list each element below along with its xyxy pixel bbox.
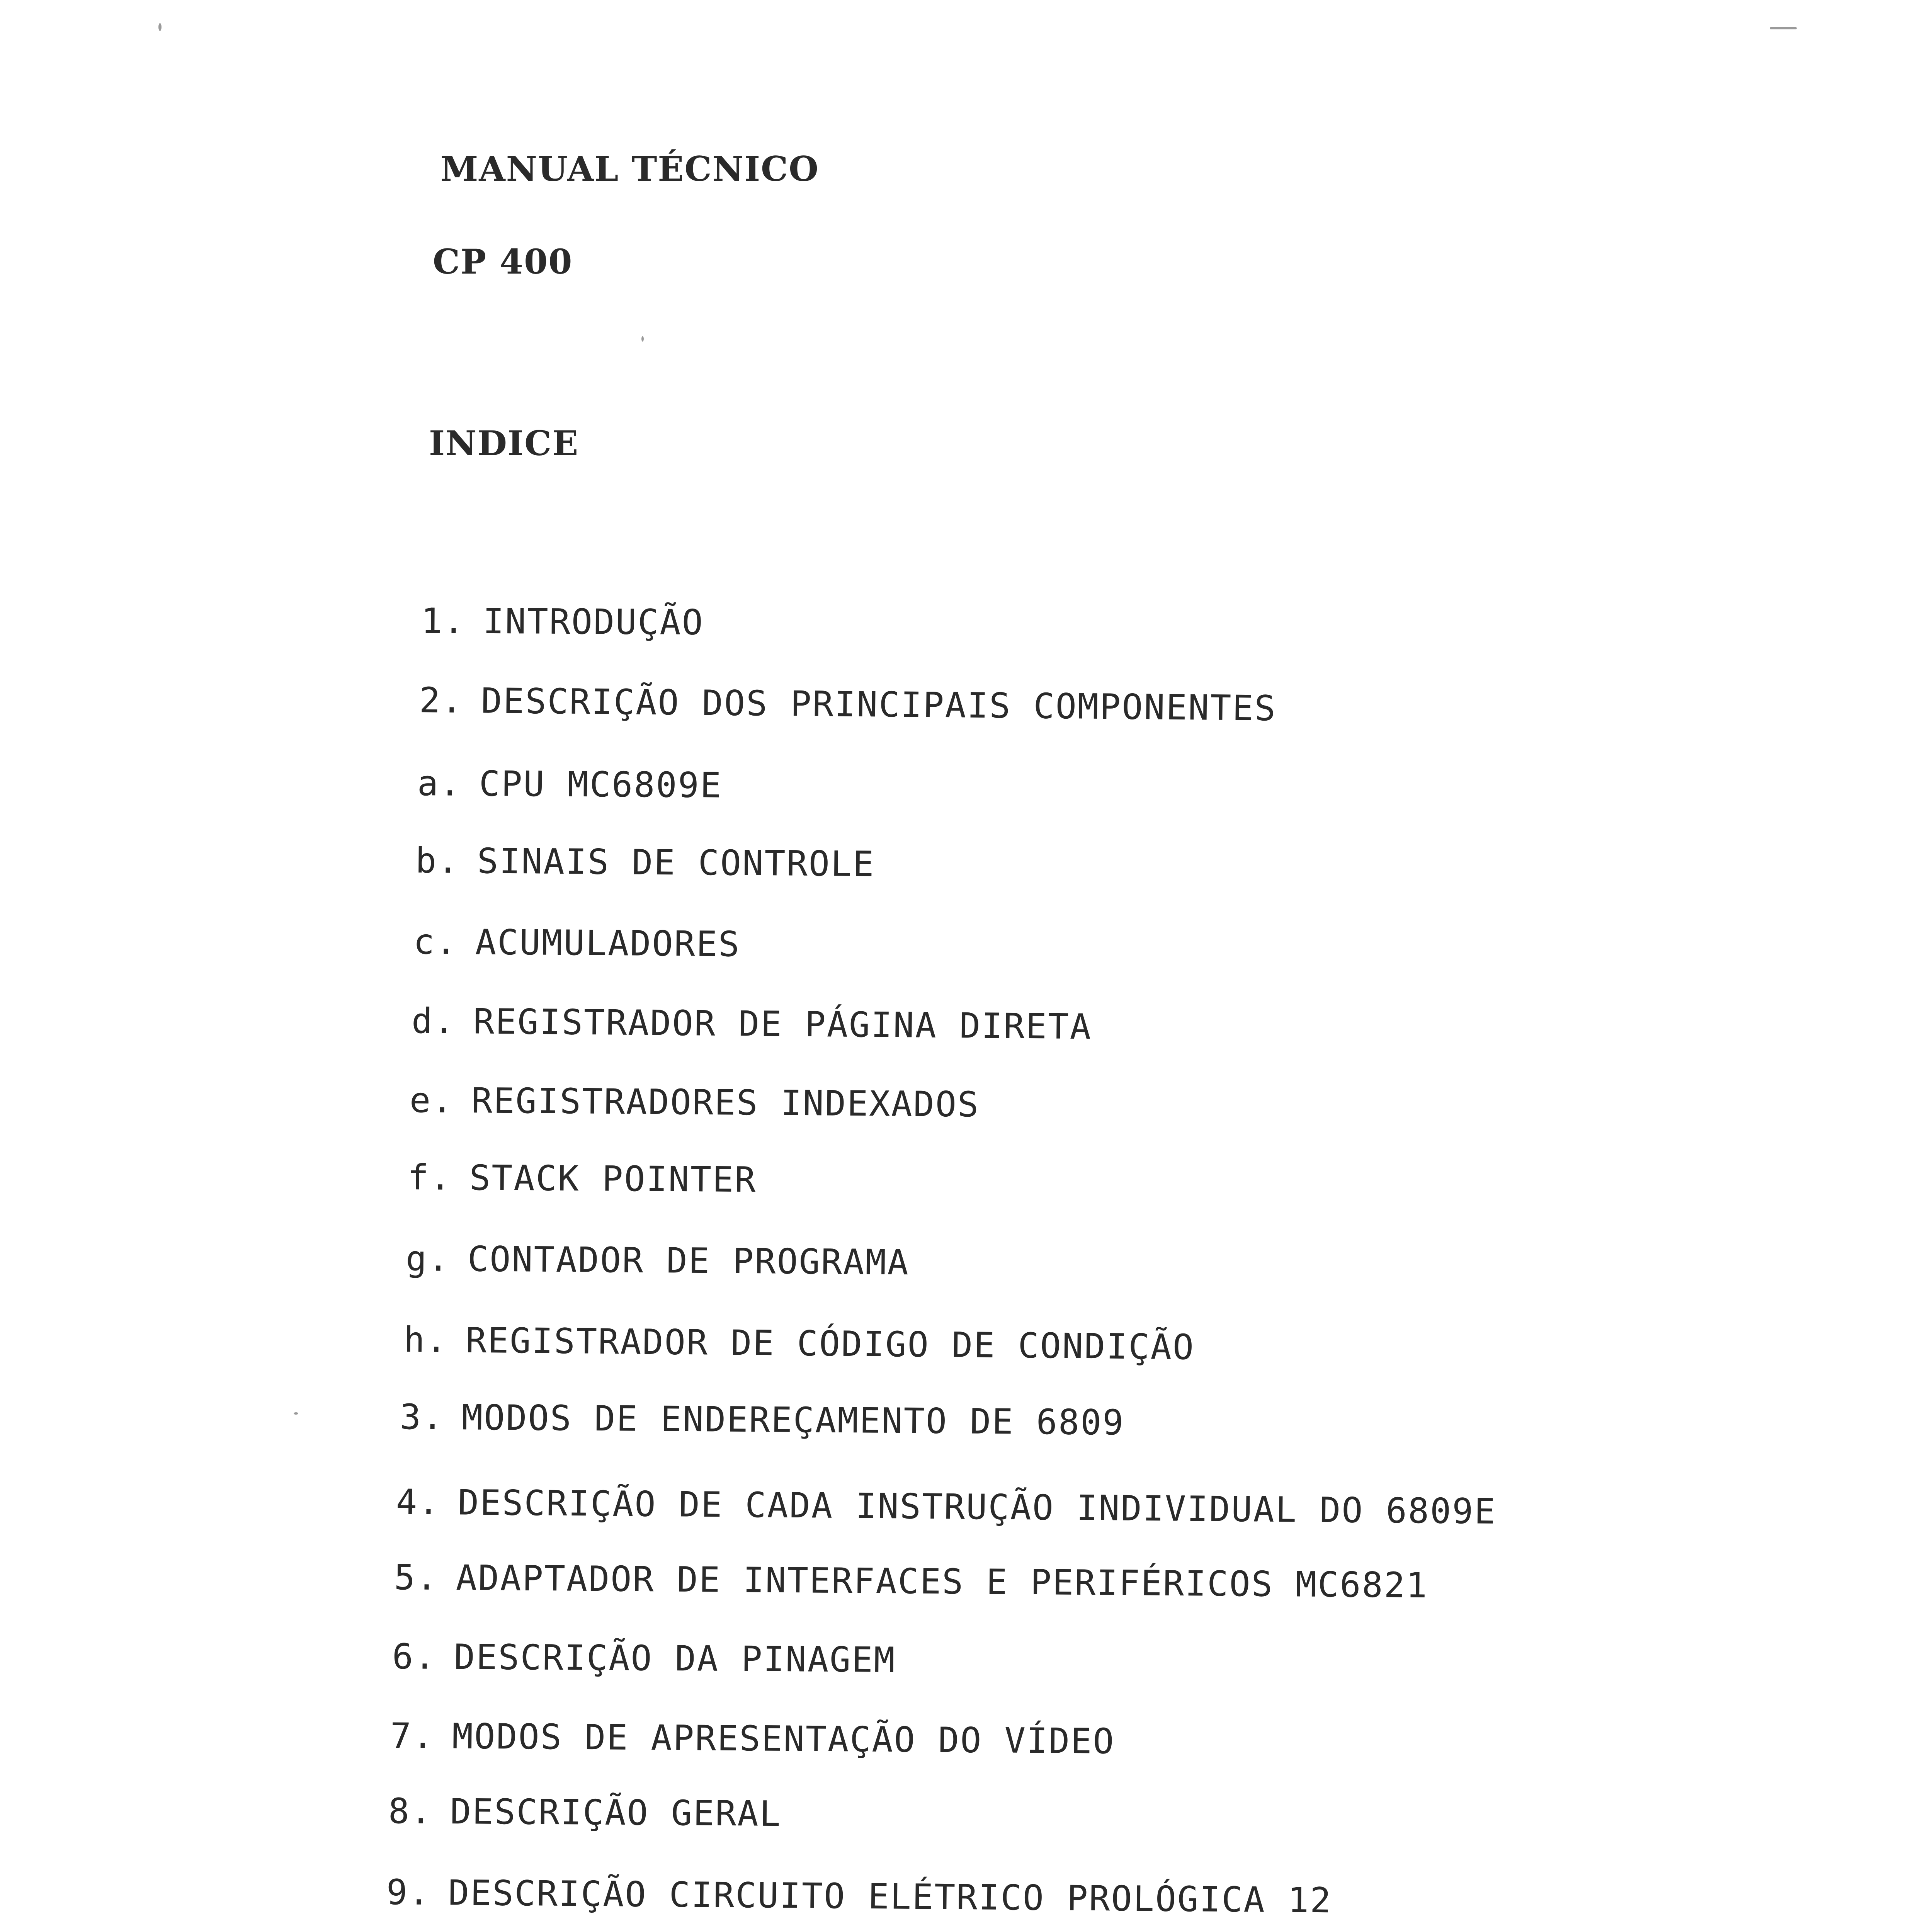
toc-item-text: REGISTRADOR DE PÁGINA DIRETA xyxy=(473,1001,1092,1048)
toc-item-text: DESCRIÇÃO GERAL xyxy=(450,1791,782,1835)
toc-item-marker: h. xyxy=(403,1320,448,1361)
scan-speck xyxy=(158,23,162,31)
toc-item-marker: g. xyxy=(405,1238,450,1279)
toc-item xyxy=(403,1320,1195,1368)
toc-item-marker: a. xyxy=(417,763,462,804)
scan-speck xyxy=(1770,27,1797,29)
scan-speck xyxy=(294,1412,298,1415)
toc-item-marker: 6. xyxy=(392,1636,437,1677)
toc-item-marker: b. xyxy=(415,840,460,881)
toc-item-marker: 5. xyxy=(394,1557,439,1598)
toc-item-text: REGISTRADORES INDEXADOS xyxy=(471,1080,980,1125)
toc-item-text: REGISTRADOR DE CÓDIGO DE CONDIÇÃO xyxy=(465,1320,1195,1368)
toc-item-marker: e. xyxy=(409,1080,454,1121)
toc-item-marker: 8. xyxy=(388,1791,433,1832)
document-subtitle: CP 400 xyxy=(433,242,573,282)
toc-item-text: CONTADOR DE PROGRAMA xyxy=(467,1239,910,1283)
toc-item-text: INTRODUÇÃO xyxy=(483,601,704,643)
toc-item-text: DESCRIÇÃO DOS PRINCIPAIS COMPONENTES xyxy=(481,680,1277,729)
toc-item-text: CPU MC6809E xyxy=(479,764,723,806)
scan-speck xyxy=(641,336,644,342)
toc-item-text: ADAPTADOR DE INTERFACES E PERIFÉRICOS MC6821 xyxy=(456,1558,1429,1606)
toc-item xyxy=(413,922,741,965)
toc-item xyxy=(419,680,1277,729)
toc-item xyxy=(396,1482,1497,1532)
toc-item-text: DESCRIÇÃO DE CADA INSTRUÇÃO INDIVIDUAL DO 6809E xyxy=(457,1482,1497,1532)
toc-item xyxy=(394,1557,1429,1606)
toc-item-text: DESCRIÇÃO CIRCUITO ELÉTRICO PROLÓGICA 12 xyxy=(448,1872,1332,1921)
toc-item xyxy=(388,1791,782,1834)
toc-item xyxy=(390,1716,1115,1762)
toc-item xyxy=(400,1397,1125,1443)
toc-item-marker: c. xyxy=(413,922,458,963)
toc-item-marker: 1. xyxy=(421,601,466,642)
toc-item-marker: 9. xyxy=(386,1872,431,1913)
index-heading: INDICE xyxy=(429,423,579,463)
toc-item xyxy=(410,1080,980,1125)
toc-item-text: DESCRIÇÃO DA PINAGEM xyxy=(454,1637,896,1681)
toc-item-text: STACK POINTER xyxy=(469,1158,757,1201)
toc-item-text: MODOS DE ENDEREÇAMENTO DE 6809 xyxy=(461,1397,1125,1443)
toc-item-text: ACUMULADORES xyxy=(475,922,741,965)
toc-item xyxy=(408,1157,757,1200)
toc-item xyxy=(392,1636,896,1680)
toc-item xyxy=(415,840,875,884)
document-title: MANUAL TÉCNICO xyxy=(440,149,819,189)
toc-item-marker: d. xyxy=(411,1001,456,1042)
toc-item xyxy=(386,1872,1332,1921)
toc-item-marker: f. xyxy=(407,1157,452,1198)
toc-item-marker: 2. xyxy=(419,680,464,721)
toc-item-text: SINAIS DE CONTROLE xyxy=(477,841,875,885)
toc-item xyxy=(417,763,723,806)
toc-item xyxy=(412,1001,1092,1047)
toc-item xyxy=(406,1238,910,1283)
toc-item-marker: 3. xyxy=(400,1397,444,1438)
toc-item-marker: 7. xyxy=(390,1716,435,1757)
toc-item-marker: 4. xyxy=(396,1482,440,1523)
toc-item-text: MODOS DE APRESENTAÇÃO DO VÍDEO xyxy=(452,1716,1115,1762)
toc-item xyxy=(421,601,704,643)
